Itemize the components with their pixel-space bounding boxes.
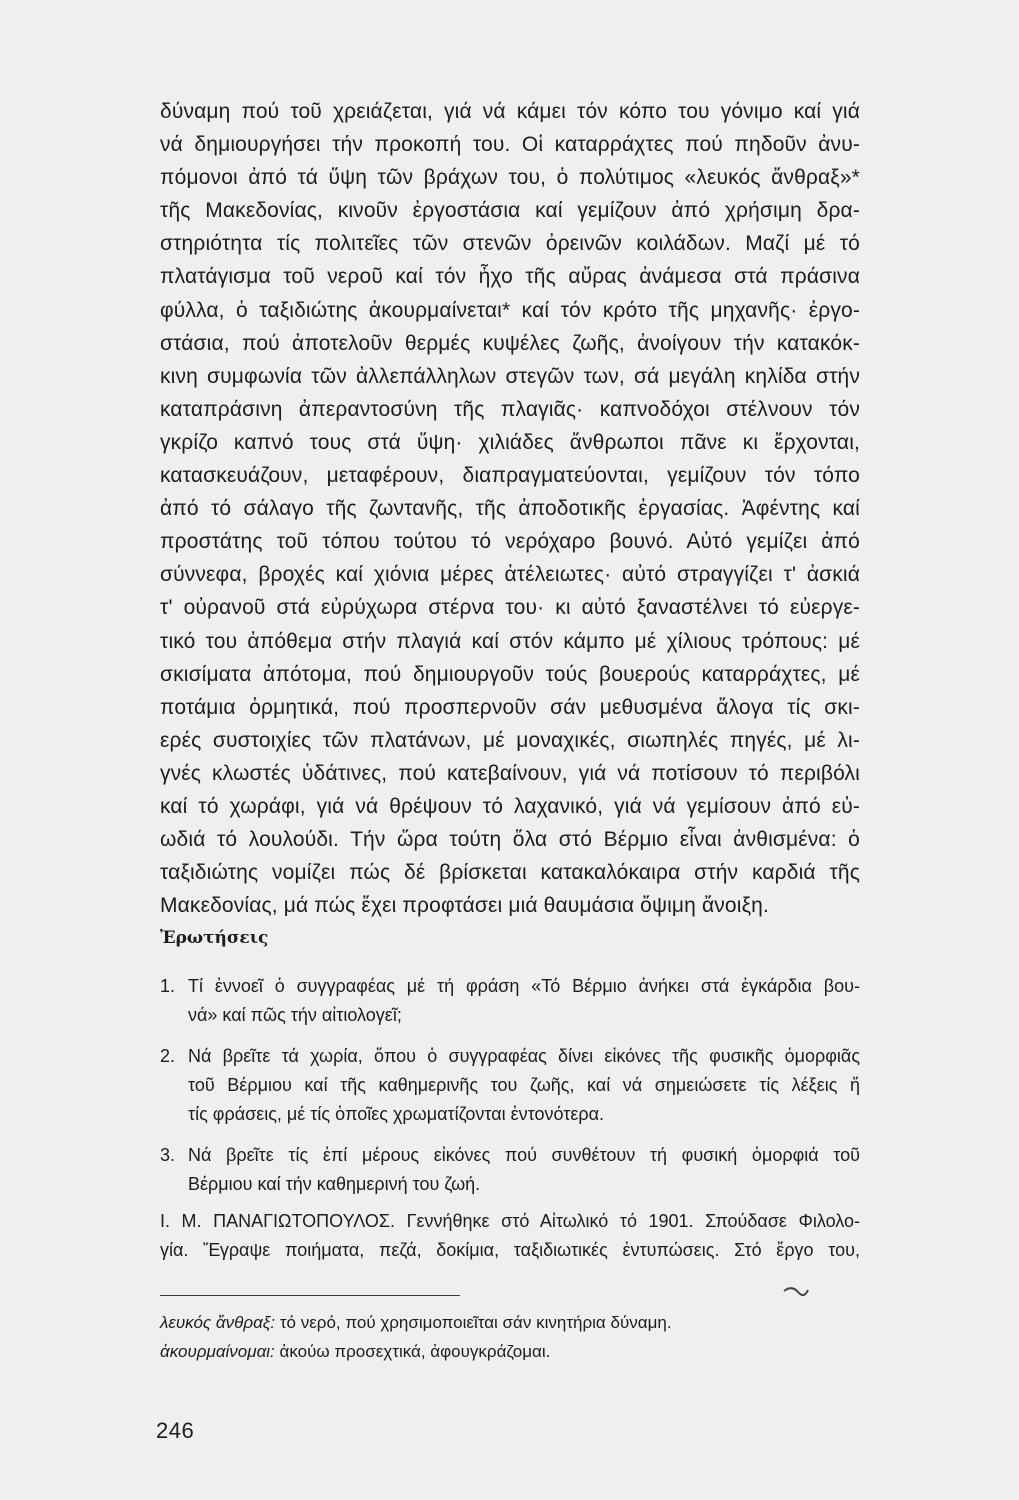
footnote-definition: ἀκούω προσεχτικά, ἀφουγκράζομαι. (279, 1342, 551, 1361)
text-line: φύλλα, ὁ ταξιδιώτης ἀκουρμαίνεται* καί τόν κρότο τῆς μηχανῆς· ἐργο- (160, 298, 860, 322)
bio-line: γία. Ἔγραψε ποιήματα, πεζά, δοκίμια, ταξιδιωτικές ἐντυπώσεις. Στό ἔργο του, (160, 1240, 860, 1260)
question-line: Τί ἐννοεῖ ὁ συγγραφέας μέ τή φράση «Τό Βέρμιο ἀνήκει στά ἐγκάρδια βου- (188, 976, 860, 996)
text-line: πλατάγισμα τοῦ νεροῦ καί τόν ἦχο τῆς αὔρας ἀνάμεσα στά πράσινα (160, 265, 860, 289)
questions-heading: Ἐρωτήσεις (160, 928, 269, 948)
page-number: 246 (156, 1418, 195, 1443)
footnote-divider (160, 1295, 460, 1296)
question-line: Βέρμιου καί τήν καθημερινή του ζωή. (188, 1174, 481, 1194)
question-line: νά» καί πῶς τήν αἰτιολογεῖ; (188, 1005, 402, 1025)
footnotes (160, 1308, 920, 1366)
author-bio (160, 1207, 860, 1265)
text-line: ἀπό τό σάλαγο τῆς ζωντανῆς, τῆς ἀποδοτικῆς ἐργασίας. Ἀφέντης καί (160, 497, 860, 521)
text-line: προστάτης τοῦ τόπου τούτου τό νερόχαρο βουνό. Αὐτό γεμίζει ἀπό (160, 530, 860, 554)
text-line: ερές συστοιχίες τῶν πλατάνων, μέ μοναχικές, σιωπηλές πηγές, μέ λι- (160, 728, 860, 752)
text-line: γκρίζο καπνό τους στά ὕψη· χιλιάδες ἄνθρωποι πᾶνε κι ἔρχονται, (160, 430, 860, 454)
question-line: τίς φράσεις, μέ τίς ὁποῖες χρωματίζονται ἐντονότερα. (188, 1104, 605, 1124)
text-line: σκισίματα ἀπότομα, πού δημιουργοῦν τούς βουερούς καταρράχτες, μέ (160, 662, 860, 686)
text-line: τικό του ἀπόθεμα στήν πλαγιά καί στόν κάμπο μέ χίλιους τρόπους: μέ (160, 629, 860, 653)
text-line: σύννεφα, βροχές καί χιόνια μέρες ἀτέλειωτες· αὐτό στραγγίζει τ' ἀσκιά (160, 563, 860, 587)
text-line: στάσια, πού ἀποτελοῦν θερμές κυψέλες ζωῆς, ἀνοίγουν τήν κατακόκ- (160, 331, 860, 355)
question-item (160, 1141, 860, 1199)
question-number: 1. (160, 976, 176, 996)
text-line: καί τό χωράφι, γιά νά θρέψουν τό λαχανικό, γιά νά γεμίσουν ἀπό εὐ- (160, 794, 860, 818)
text-line: νά δημιουργήσει τήν προκοπή του. Οἱ καταρράχτες πού πηδοῦν ἀνυ- (160, 133, 860, 157)
text-line: δύναμη πού τοῦ χρειάζεται, γιά νά κάμει τόν κόπο του γόνιμο καί γιά (160, 100, 860, 123)
text-line: κινη συμφωνία τῶν ἀλλεπάλληλων στεγῶν των, σά μεγάλη κηλίδα στήν (160, 364, 860, 388)
question-item (160, 1042, 860, 1129)
text-line: στηριότητα τίς πολιτεῖες τῶν στενῶν ὀρεινῶν κοιλάδων. Μαζί μέ τό (160, 232, 860, 256)
footnote (160, 1337, 920, 1366)
text-line: τ' οὐρανοῦ στά εὐρύχωρα στέρνα του· κι αὐτό ξαναστέλνει τό εὐεργε- (160, 596, 860, 620)
footnote (160, 1308, 920, 1337)
text-line: Μακεδονίας, μά πώς ἔχει προφτάσει μιά θαυμάσια ὄψιμη ἄνοιξη. (160, 894, 769, 918)
text-line: καταπράσινη ἀπεραντοσύνη τῆς πλαγιᾶς· καπνοδόχοι στέλνουν τόν (160, 397, 860, 421)
question-line: Νά βρεῖτε τά χωρία, ὅπου ὁ συγγραφέας δίνει εἰκόνες τῆς φυσικῆς ὀμορφιᾶς (188, 1046, 860, 1066)
footnote-term: ἀκουρμαίνομαι: (160, 1342, 275, 1361)
question-line: τοῦ Βέρμιου καί τῆς καθημερινῆς του ζωῆς, καί νά σημειώσετε τίς λέξεις ἤ (188, 1075, 860, 1095)
text-line: ωδιά τό λουλούδι. Τήν ὥρα τούτη ὅλα στό Βέρμιο εἶναι ἀνθισμένα: ὁ (160, 828, 860, 852)
text-line: ποτάμια ὁρμητικά, πού προσπερνοῦν σάν μεθυσμένα ἄλογα τίς σκι- (160, 695, 860, 719)
question-item (160, 972, 860, 1030)
footnote-term: λευκός ἄνθραξ: (160, 1313, 276, 1332)
text-line: κατασκευάζουν, μεταφέρουν, διαπραγματεύονται, γεμίζουν τόν τόπο (160, 464, 860, 488)
text-line: ταξιδιώτης νομίζει πώς δέ βρίσκεται κατακαλόκαιρα στήν καρδιά τῆς (160, 861, 860, 885)
text-line: γνές κλωστές ὑδάτινες, πού κατεβαίνουν, γιά νά ποτίσουν τό περιβόλι (160, 761, 860, 785)
text-line: πόμονοι ἀπό τά ὕψη τῶν βράχων του, ὁ πολύτιμος «λευκός ἄνθραξ»* (160, 166, 860, 190)
questions-list (160, 972, 860, 1211)
question-line: Νά βρεῖτε τίς ἐπί μέρους εἰκόνες πού συνθέτουν τή φυσική ὀμορφιά τοῦ (188, 1145, 860, 1165)
ink-mark (782, 1283, 810, 1297)
bio-line: Ι. Μ. ΠΑΝΑΓΙΩΤΟΠΟΥΛΟΣ. Γεννήθηκε στό Αἰτωλικό τό 1901. Σπούδασε Φιλολο- (160, 1211, 860, 1231)
question-number: 3. (160, 1145, 176, 1165)
question-number: 2. (160, 1046, 176, 1066)
main-text (160, 95, 860, 922)
footnote-definition: τό νερό, πού χρησιμοποιεῖται σάν κινητήρια δύναμη. (279, 1313, 672, 1332)
text-line: τῆς Μακεδονίας, κινοῦν ἐργοστάσια καί γεμίζουν ἀπό χρήσιμη δρα- (160, 199, 860, 223)
